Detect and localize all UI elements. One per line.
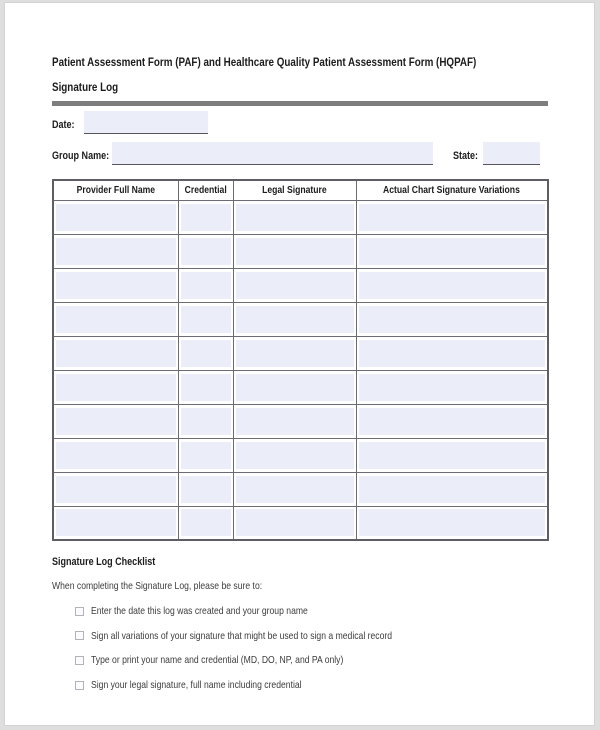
signature-cell-input[interactable] <box>236 340 354 367</box>
column-header <box>53 180 178 200</box>
table-cell <box>233 200 356 234</box>
table-cell <box>356 268 548 302</box>
signature-cell-input[interactable] <box>56 238 176 265</box>
signature-cell-input[interactable] <box>359 509 546 536</box>
table-row <box>53 234 548 268</box>
signature-cell-input[interactable] <box>56 476 176 503</box>
signature-cell-input[interactable] <box>181 340 231 367</box>
signature-cell-input[interactable] <box>56 204 176 231</box>
signature-cell-input[interactable] <box>181 408 231 435</box>
signature-cell-input[interactable] <box>359 442 546 469</box>
group-name-label: Group Name: <box>52 150 110 162</box>
table-cell <box>178 268 233 302</box>
signature-cell-input[interactable] <box>236 306 354 333</box>
column-header <box>178 180 233 200</box>
signature-table-container <box>52 179 549 541</box>
table-header-row <box>53 180 548 200</box>
signature-cell-input[interactable] <box>359 408 546 435</box>
table-row <box>53 438 548 472</box>
signature-cell-input[interactable] <box>359 306 546 333</box>
signature-cell-input[interactable] <box>236 238 354 265</box>
table-cell <box>356 200 548 234</box>
form-title-line-1 <box>52 54 569 70</box>
column-header <box>356 180 548 200</box>
signature-cell-input[interactable] <box>359 476 546 503</box>
table-cell <box>356 336 548 370</box>
table-cell <box>356 234 548 268</box>
checklist-item <box>75 673 458 698</box>
state-input[interactable] <box>483 142 540 165</box>
signature-cell-input[interactable] <box>359 238 546 265</box>
table-cell <box>356 370 548 404</box>
table-cell <box>53 472 178 506</box>
table-cell <box>178 336 233 370</box>
signature-cell-input[interactable] <box>181 442 231 469</box>
form-page <box>4 2 595 726</box>
checklist-item-label: Enter the date this log was created and your group name <box>91 605 308 618</box>
table-cell <box>178 438 233 472</box>
table-cell <box>233 438 356 472</box>
form-subtitle-text: Signature Log <box>52 80 119 94</box>
checklist-heading: Signature Log Checklist <box>52 556 156 568</box>
table-row <box>53 370 548 404</box>
signature-cell-input[interactable] <box>236 408 354 435</box>
table-cell <box>53 370 178 404</box>
title-divider <box>52 101 548 106</box>
signature-cell-input[interactable] <box>359 204 546 231</box>
signature-table <box>52 179 549 541</box>
table-cell <box>53 200 178 234</box>
table-row <box>53 302 548 336</box>
table-cell <box>53 302 178 336</box>
table-cell <box>233 506 356 540</box>
signature-cell-input[interactable] <box>181 374 231 401</box>
group-name-input[interactable] <box>112 142 433 165</box>
table-cell <box>178 234 233 268</box>
table-cell <box>233 234 356 268</box>
table-cell <box>356 302 548 336</box>
table-cell <box>178 404 233 438</box>
checklist-intro: When completing the Signature Log, please be sure to: <box>52 580 263 592</box>
checklist-item <box>75 599 458 624</box>
table-cell <box>233 370 356 404</box>
signature-cell-input[interactable] <box>56 509 176 536</box>
checkbox-icon <box>75 631 84 640</box>
signature-cell-input[interactable] <box>56 442 176 469</box>
signature-cell-input[interactable] <box>181 509 231 536</box>
signature-cell-input[interactable] <box>181 204 231 231</box>
table-cell <box>178 472 233 506</box>
signature-cell-input[interactable] <box>181 272 231 299</box>
table-cell <box>178 506 233 540</box>
table-row <box>53 200 548 234</box>
signature-cell-input[interactable] <box>359 374 546 401</box>
signature-cell-input[interactable] <box>359 272 546 299</box>
signature-cell-input[interactable] <box>236 509 354 536</box>
signature-cell-input[interactable] <box>236 476 354 503</box>
table-cell <box>53 438 178 472</box>
table-row <box>53 472 548 506</box>
checkbox-icon <box>75 681 84 690</box>
signature-cell-input[interactable] <box>56 272 176 299</box>
table-cell <box>178 302 233 336</box>
table-cell <box>53 404 178 438</box>
signature-cell-input[interactable] <box>181 306 231 333</box>
table-cell <box>53 234 178 268</box>
table-cell <box>233 404 356 438</box>
checklist-item-label: Type or print your name and credential (MD, DO, NP, and PA only) <box>91 654 344 667</box>
column-header-label: Legal Signature <box>262 184 327 197</box>
signature-cell-input[interactable] <box>181 476 231 503</box>
signature-cell-input[interactable] <box>56 340 176 367</box>
signature-cell-input[interactable] <box>236 204 354 231</box>
table-row <box>53 404 548 438</box>
signature-cell-input[interactable] <box>359 340 546 367</box>
table-row <box>53 268 548 302</box>
table-cell <box>233 472 356 506</box>
signature-cell-input[interactable] <box>236 374 354 401</box>
signature-cell-input[interactable] <box>236 272 354 299</box>
table-cell <box>178 370 233 404</box>
table-cell <box>178 200 233 234</box>
table-cell <box>356 472 548 506</box>
signature-cell-input[interactable] <box>56 374 176 401</box>
date-label: Date: <box>52 119 75 131</box>
column-header <box>233 180 356 200</box>
column-header-label: Provider Full Name <box>76 184 155 197</box>
table-cell <box>53 336 178 370</box>
date-input[interactable] <box>84 111 208 134</box>
table-cell <box>356 506 548 540</box>
checklist-item-label: Sign your legal signature, full name including credential <box>91 679 302 692</box>
signature-cell-input[interactable] <box>181 238 231 265</box>
table-cell <box>233 336 356 370</box>
table-cell <box>233 302 356 336</box>
checkbox-icon <box>75 607 84 616</box>
table-cell <box>53 268 178 302</box>
form-title-text: Patient Assessment Form (PAF) and Healthcare Quality Patient Assessment Form (HQPAF) <box>52 55 477 69</box>
table-cell <box>356 438 548 472</box>
signature-cell-input[interactable] <box>236 442 354 469</box>
checklist-item-label: Sign all variations of your signature that might be used to sign a medical record <box>91 629 393 642</box>
table-cell <box>356 404 548 438</box>
table-cell <box>53 506 178 540</box>
form-title-line-2 <box>52 79 133 95</box>
checklist-item <box>75 624 458 649</box>
checklist <box>75 599 458 697</box>
state-label: State: <box>453 150 479 162</box>
checkbox-icon <box>75 656 84 665</box>
table-row <box>53 336 548 370</box>
table-cell <box>233 268 356 302</box>
checklist-item <box>75 648 458 673</box>
signature-cell-input[interactable] <box>56 408 176 435</box>
table-row <box>53 506 548 540</box>
column-header-label: Credential <box>184 184 227 197</box>
signature-cell-input[interactable] <box>56 306 176 333</box>
column-header-label: Actual Chart Signature Variations <box>383 184 521 197</box>
